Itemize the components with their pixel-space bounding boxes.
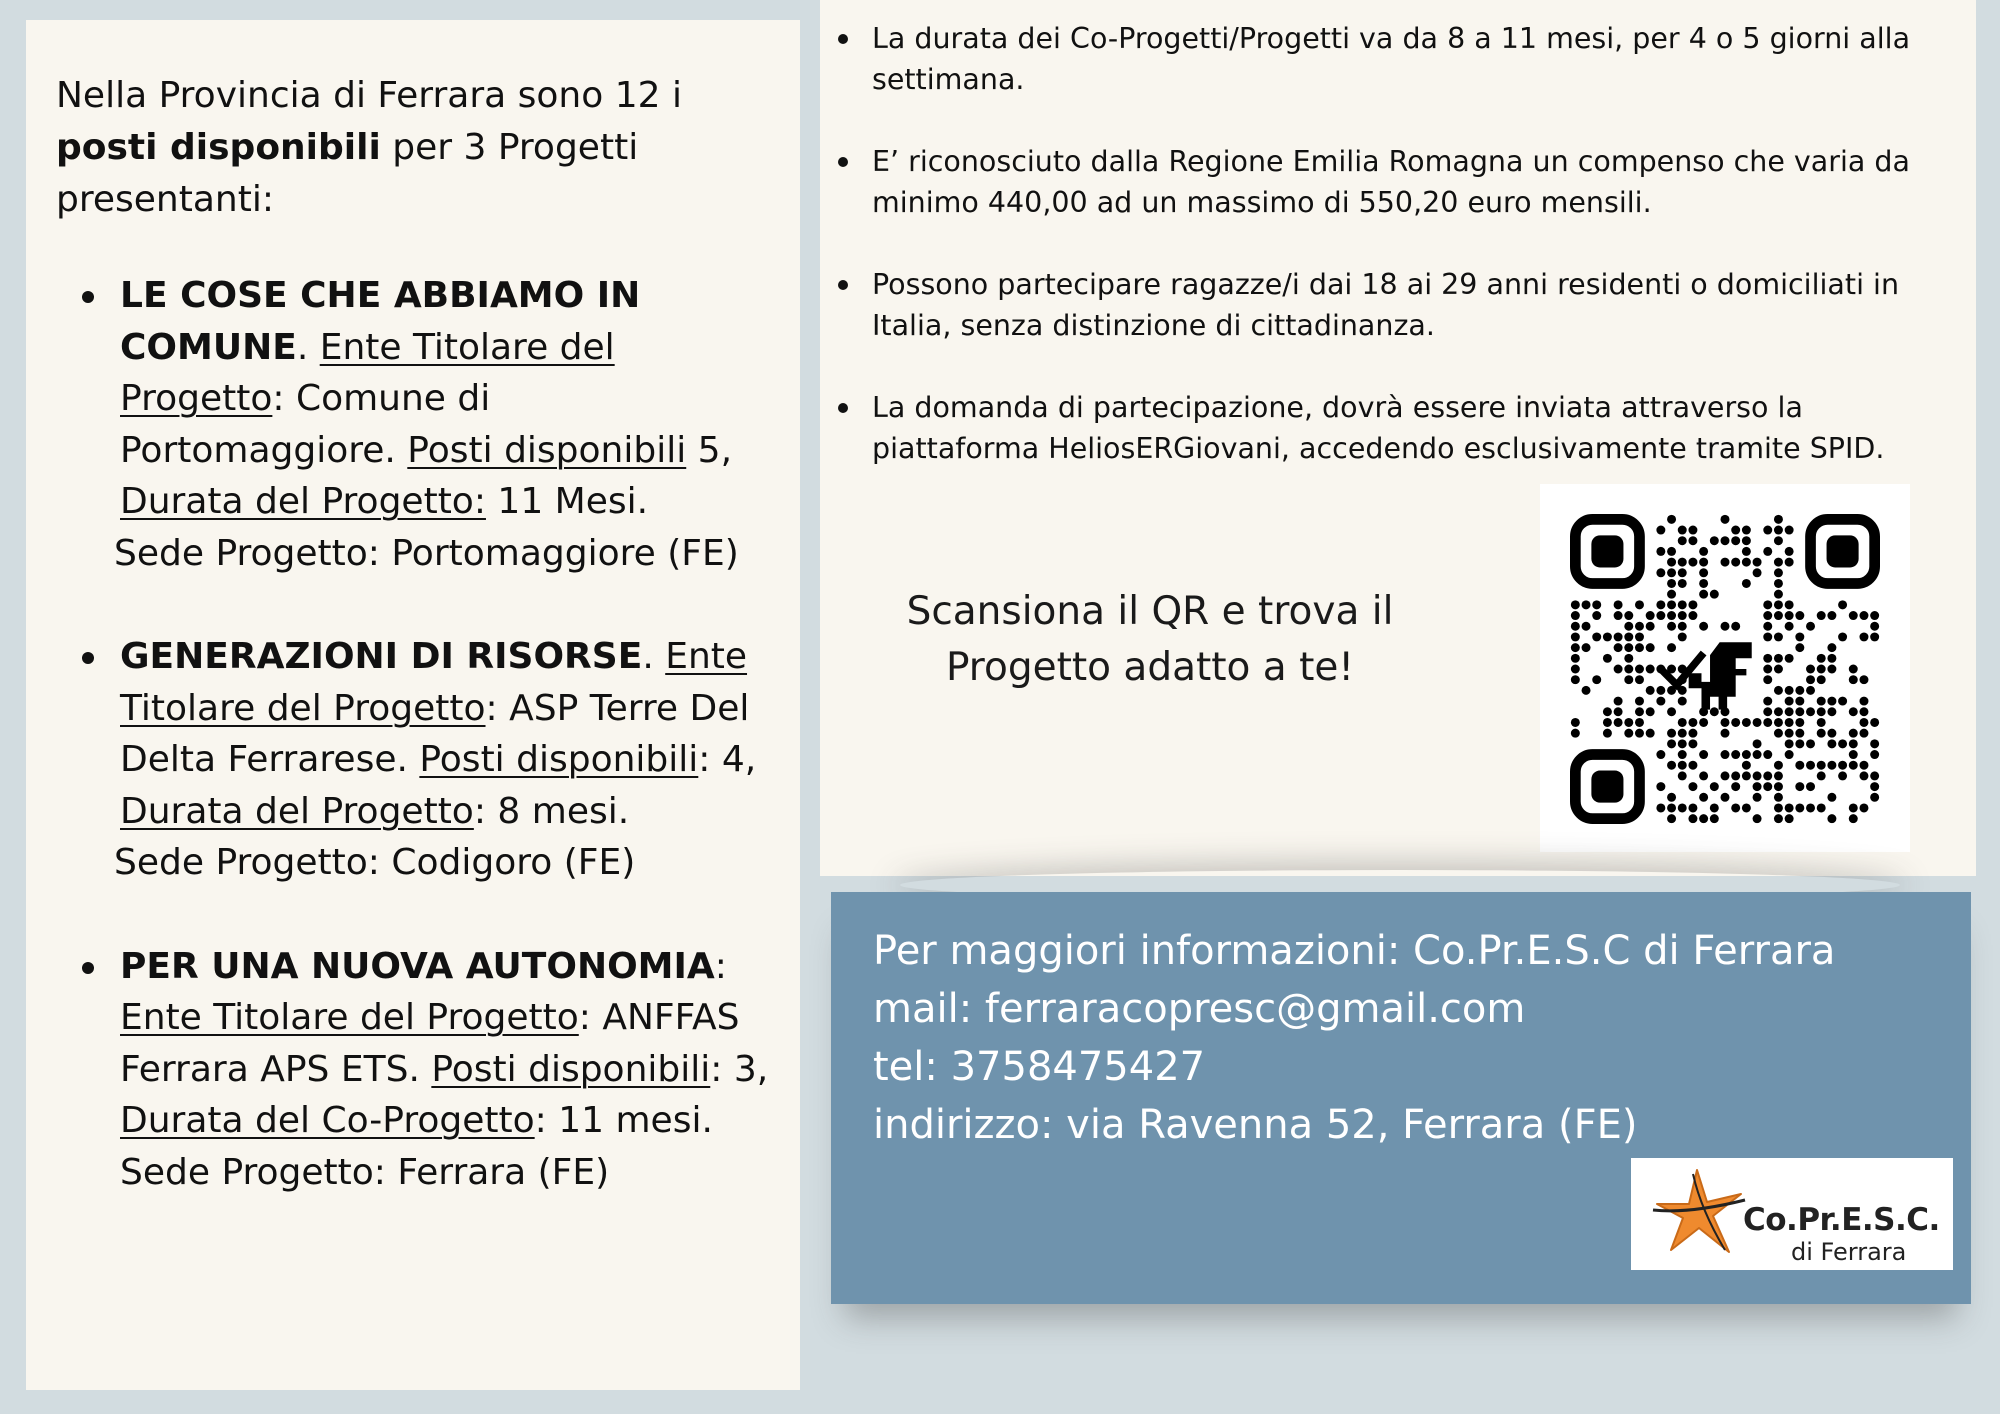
info-mail[interactable]: mail: ferraracopresc@gmail.com — [873, 986, 1526, 1032]
info-address: indirizzo: via Ravenna 52, Ferrara (FE) — [873, 1102, 1638, 1148]
durata-label: Durata del Co-Progetto — [120, 1100, 535, 1141]
intro-text: Nella Provincia di Ferrara sono 12 i posti disponibili per 3 Progetti presentanti: — [56, 75, 682, 220]
ente-label: Ente Titolare del Progetto — [120, 326, 615, 419]
project-title: PER UNA NUOVA AUTONOMIA — [120, 945, 715, 987]
intro-bold: posti disponibili — [56, 127, 381, 168]
posti-label: Posti disponibili — [419, 739, 699, 780]
sede-progetto: Sede Progetto: Portomaggiore (FE) — [114, 532, 739, 574]
durata-label: Durata del Progetto — [120, 790, 474, 832]
info-title: Per maggiori informazioni: Co.Pr.E.S.C di Ferrara — [873, 928, 1836, 974]
project-item: GENERAZIONI DI RISORSE. Ente Titolare del Progetto: ASP Terre Del Delta Ferrarese. Posti disponibili: 4, Durata del Progetto: 8 mesi. Sede Progetto: Codigoro (FE) — [56, 631, 770, 889]
fact-item: La durata dei Co-Progetti/Progetti va da 8 a 11 mesi, per 4 o 5 giorni alla settimana. — [820, 18, 1956, 100]
qr-code[interactable] — [1540, 484, 1910, 852]
project-title: LE COSE CHE ABBIAMO IN COMUNE — [120, 275, 641, 368]
details-panel — [820, 0, 1976, 876]
sede-progetto: Sede Progetto: Codigoro (FE) — [114, 842, 636, 883]
project-title: GENERAZIONI DI RISORSE — [120, 636, 643, 677]
qr-code-icon — [1570, 514, 1880, 824]
fact-item: E’ riconosciuto dalla Regione Emilia Romagna un compenso che varia da minimo 440,00 ad un massimo di 550,20 euro mensili. — [820, 141, 1956, 223]
project-item: PER UNA NUOVA AUTONOMIA: Ente Titolare del Progetto: ANFFAS Ferrara APS ETS. Posti disponibili: 3, Durata del Co-Progetto: 11 mesi. Sede Progetto: Ferrara (FE) — [56, 941, 770, 1199]
logo-title: Co.Pr.E.S.C. — [1743, 1202, 1940, 1238]
copresc-logo — [1631, 1158, 1953, 1270]
facts-list — [820, 18, 1956, 469]
ente-label: Ente Titolare del Progetto — [120, 997, 579, 1038]
posti-label: Posti disponibili — [407, 429, 687, 471]
durata-label: Durata del Progetto: — [120, 481, 486, 522]
fact-item: Possono partecipare ragazze/i dai 18 ai 29 anni residenti o domiciliati in Italia, senza distinzione di cittadinanza. — [820, 264, 1956, 346]
ente-label: Ente Titolare del Progetto — [120, 636, 748, 729]
project-list — [56, 270, 770, 1198]
contact-panel — [831, 892, 1971, 1304]
dinosaur-icon — [1689, 642, 1752, 709]
qr-caption: Scansiona il QR e trova il Progetto adatto a te! — [906, 589, 1394, 690]
sede-progetto: Sede Progetto: Ferrara (FE) — [120, 1151, 610, 1193]
fact-item: La domanda di partecipazione, dovrà essere inviata attraverso la piattaforma HeliosERGiovani, accedendo esclusivamente tramite SPID. — [820, 387, 1956, 469]
info-phone[interactable]: tel: 3758475427 — [873, 1044, 1206, 1090]
posti-label: Posti disponibili — [431, 1048, 711, 1090]
projects-panel — [26, 20, 800, 1390]
logo-subtitle: di Ferrara — [1791, 1238, 1907, 1266]
project-item: LE COSE CHE ABBIAMO IN COMUNE. Ente Titolare del Progetto: Comune di Portomaggiore. Posti disponibili 5, Durata del Progetto: 11 Mesi. Sede Progetto: Portomaggiore (FE) — [56, 270, 770, 579]
